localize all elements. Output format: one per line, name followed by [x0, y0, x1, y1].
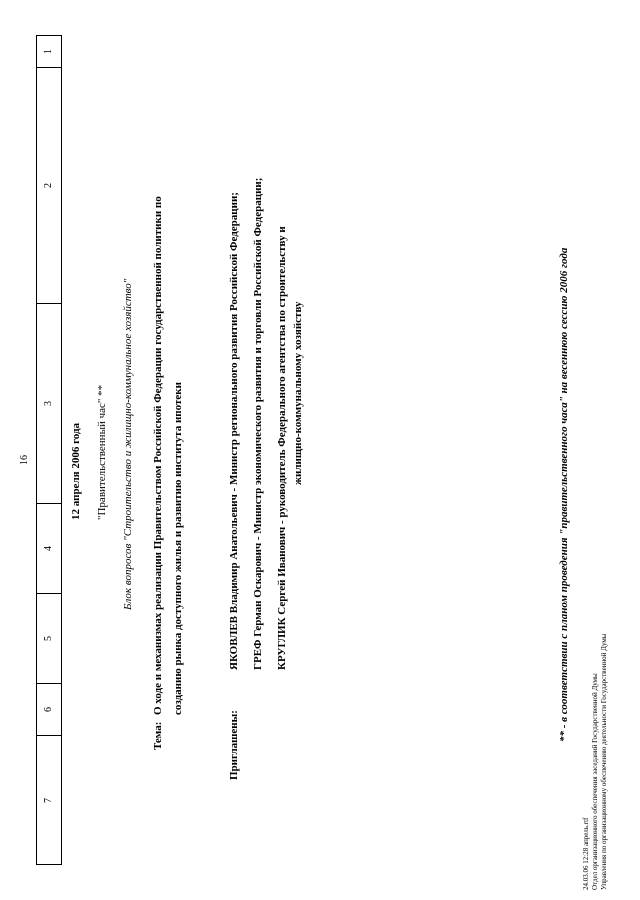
- invited-label: Приглашены:: [228, 710, 240, 780]
- department-meta: Отдел организационного обеспечения заседаний Государственной Думы: [591, 673, 599, 890]
- directorate-meta: Управления по организационному обеспечению деятельности Государственной Думы: [600, 633, 608, 890]
- column-number: 3: [43, 401, 55, 406]
- session-date: 12 апреля 2006 года: [70, 422, 82, 520]
- invited-person: КРУГЛИК Сергей Иванович - руководитель Федерального агентства по строительству и: [276, 226, 288, 670]
- invited-person: ГРЕФ Герман Оскарович - Министр экономического развития и торговли Российской Федерации;: [252, 177, 264, 670]
- column-number: 6: [43, 707, 55, 712]
- column-number: 1: [43, 49, 55, 54]
- topic-text: О ходе и механизмах реализации Правительством Российской Федерации государственной политики по: [152, 196, 164, 715]
- footnote: ** - в соответствии с планом проведения "правительственного часа" на весеннюю сессию 2006 года: [558, 247, 570, 742]
- invited-person-continuation: жилищно-коммунальному хозяйству: [292, 301, 304, 485]
- question-block: Блок вопросов "Строительство и жилищно-коммунальное хозяйство": [122, 278, 134, 610]
- topic-text: созданию рынка доступного жилья и развитию института ипотеки: [172, 382, 184, 715]
- column-number: 5: [43, 636, 55, 641]
- invited-person: ЯКОВЛЕВ Владимир Анатольевич - Министр регионального развития Российской Федерации;: [228, 192, 240, 670]
- government-hour-title: "Правительственный час" **: [96, 384, 108, 520]
- topic-label: Тема:: [152, 721, 164, 750]
- page-number: 16: [19, 455, 30, 465]
- file-meta: 24.03.06 12:28 апрель.rtf: [582, 817, 590, 890]
- column-number: 4: [43, 546, 55, 551]
- column-number: 2: [43, 183, 55, 188]
- column-number: 7: [43, 797, 55, 803]
